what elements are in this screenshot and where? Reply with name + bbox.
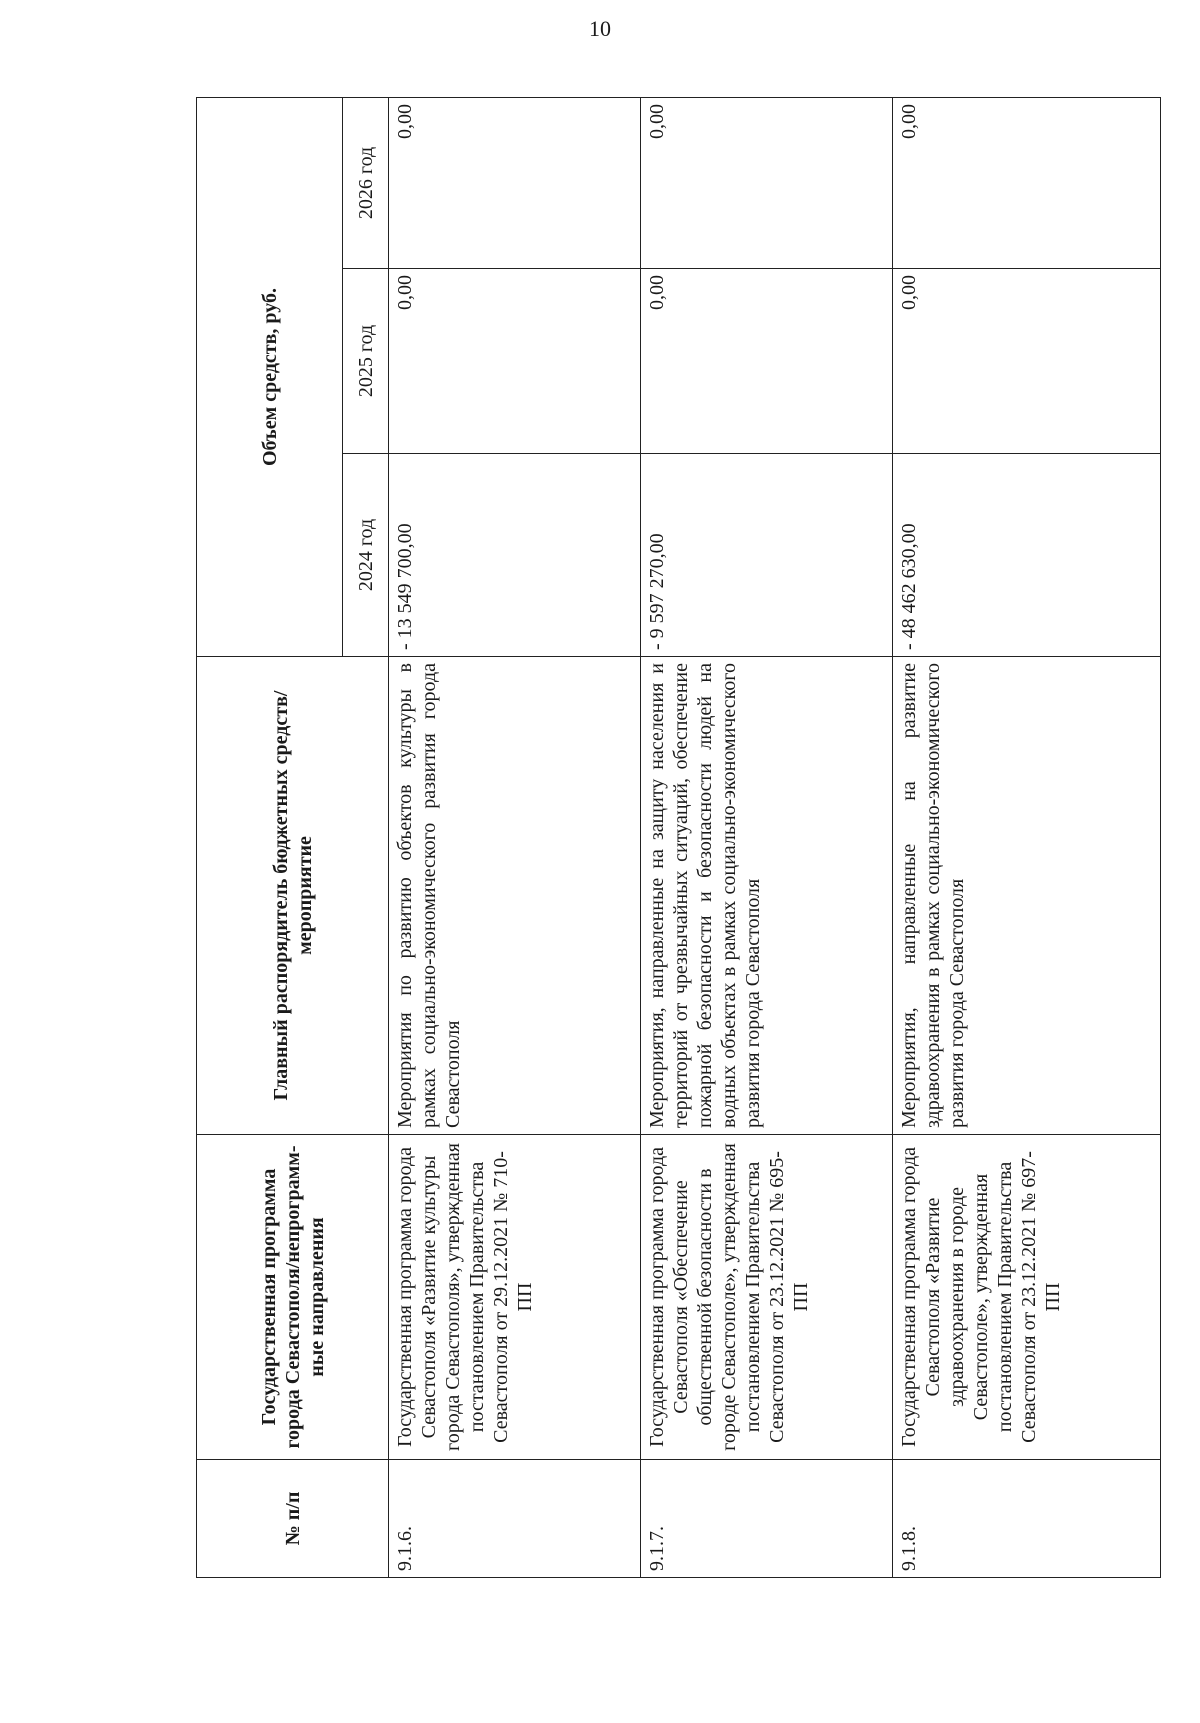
header-year-2024: 2024 год bbox=[343, 454, 389, 657]
row-event: Мероприятия, направленные на развитие здравоохранения в рамках социально-экономического развития города Севастополя bbox=[893, 657, 1161, 1135]
row-2025: 0,00 bbox=[893, 269, 1161, 454]
row-2024: - 9 597 270,00 bbox=[641, 454, 893, 657]
rotated-table-container bbox=[196, 98, 1160, 1578]
budget-table bbox=[196, 97, 1161, 1578]
row-program: Государственная программа города Севастополя «Развитие культуры города Севастополя», утвержденная постановлением Правительства Севастополя от 29.12.2021 № 710-ПП bbox=[389, 1135, 641, 1460]
header-row bbox=[197, 97, 343, 1577]
row-event: Мероприятия, направленные на защиту населения и территорий от чрезвычайных ситуаций, обеспечение пожарной безопасности и безопасности людей на водных объектах в рамках социально-экономического развития города Севастополя bbox=[641, 657, 893, 1135]
row-program: Государственная программа города Севастополя «Развитие здравоохранения в городе Севастополе», утвержденная постановлением Правительства Севастополя от 23.12.2021 № 697-ПП bbox=[893, 1135, 1161, 1460]
row-num: 9.1.6. bbox=[389, 1460, 641, 1578]
table-row bbox=[389, 97, 641, 1577]
header-year-2025: 2025 год bbox=[343, 269, 389, 454]
header-distributor: Главный распорядитель бюджетных средств/мероприятие bbox=[197, 657, 389, 1135]
row-program: Государственная программа города Севастополя «Обеспечение общественной безопасности в городе Севастополе», утвержденная постановлением Правительства Севастополя от 23.12.2021 № 695-ПП bbox=[641, 1135, 893, 1460]
row-2026: 0,00 bbox=[389, 97, 641, 268]
row-2025: 0,00 bbox=[641, 269, 893, 454]
table-row bbox=[641, 97, 893, 1577]
header-year-2026: 2026 год bbox=[343, 97, 389, 268]
header-funds: Объем средств, руб. bbox=[197, 97, 343, 656]
row-num: 9.1.7. bbox=[641, 1460, 893, 1578]
page-number: 10 bbox=[589, 16, 611, 41]
row-2026: 0,00 bbox=[893, 97, 1161, 268]
row-event: Мероприятия по развитию объектов культуры в рамках социально-экономического развития города Севастополя bbox=[389, 657, 641, 1135]
table-row bbox=[893, 97, 1161, 1577]
header-num: № п/п bbox=[197, 1460, 389, 1578]
row-2024: - 48 462 630,00 bbox=[893, 454, 1161, 657]
row-2026: 0,00 bbox=[641, 97, 893, 268]
row-2024: - 13 549 700,00 bbox=[389, 454, 641, 657]
row-num: 9.1.8. bbox=[893, 1460, 1161, 1578]
header-program: Государственная программа города Севастополя/непрограмм-ные направления bbox=[197, 1135, 389, 1460]
row-2025: 0,00 bbox=[389, 269, 641, 454]
